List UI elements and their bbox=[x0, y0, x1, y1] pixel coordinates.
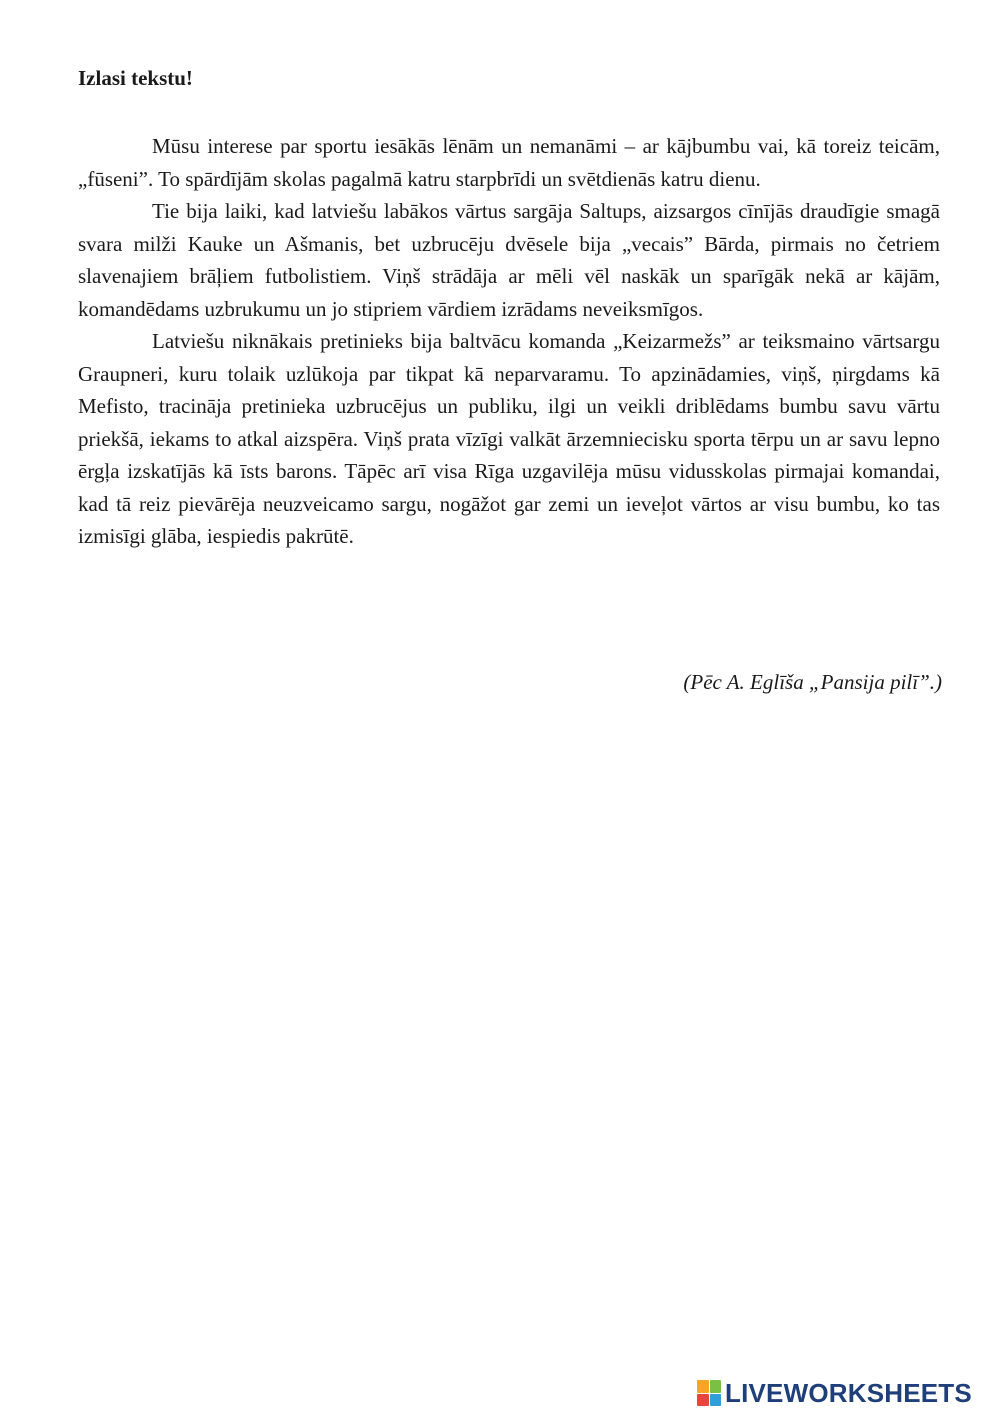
logo-tile bbox=[710, 1394, 722, 1407]
paragraph-3: Latviešu niknākais pretinieks bija baltvācu komanda „Keizarmežs” ar teiksmaino vārtsargu Graupneri, kuru tolaik uzlūkoja par tikpat kā neparvaramu. To apzinādamies, viņš, ņirgdams kā Mefisto, tracināja pretinieka uzbrucējus un publiku, ilgi un veikli driblēdams bumbu savu vārtu priekšā, iekams to atkal aizspēra. Viņš prata vīzīgi valkāt ārzemniecisku sporta tērpu un ar savu lepno ērgļa izskatījās kā īsts barons. Tāpēc arī visa Rīga uzgavilēja mūsu vidusskolas pirmajai komandai, kad tā reiz pievārēja neuzveicamo sargu, nogāžot gar zemi un ieveļot vārtos ar visu bumbu, ko tas izmisīgi glāba, iespiedis pakrūtē. bbox=[78, 329, 940, 548]
logo-tile bbox=[710, 1380, 722, 1393]
logo-tile bbox=[697, 1380, 709, 1393]
source-citation: (Pēc A. Eglīša „Pansija pilī”.) bbox=[683, 670, 942, 694]
brand-wordmark: LIVEWORKSHEETS bbox=[725, 1377, 972, 1408]
page-heading: Izlasi tekstu! bbox=[78, 66, 193, 90]
liveworksheets-logo-icon bbox=[697, 1380, 721, 1406]
liveworksheets-brand bbox=[697, 1378, 972, 1408]
paragraph-1: Mūsu interese par sportu iesākās lēnām un nemanāmi – ar kājbumbu vai, kā toreiz teicām, „fūseni”. To spārdījām skolas pagalmā katru starpbrīdi un svētdienās katru dienu. bbox=[78, 134, 940, 191]
reading-text bbox=[78, 130, 940, 553]
logo-tile bbox=[697, 1394, 709, 1407]
paragraph-2: Tie bija laiki, kad latviešu labākos vārtus sargāja Saltups, aizsargos cīnījās draudīgie smagā svara milži Kauke un Ašmanis, bet uzbrucēju dvēsele bija „vecais” Bārda, pirmais no četriem slavenajiem brāļiem futbolistiem. Viņš strādāja ar mēli vēl naskāk un sparīgāk nekā ar kājām, komandēdams uzbrukumu un jo stipriem vārdiem izrādams neveiksmīgos. bbox=[78, 199, 940, 321]
